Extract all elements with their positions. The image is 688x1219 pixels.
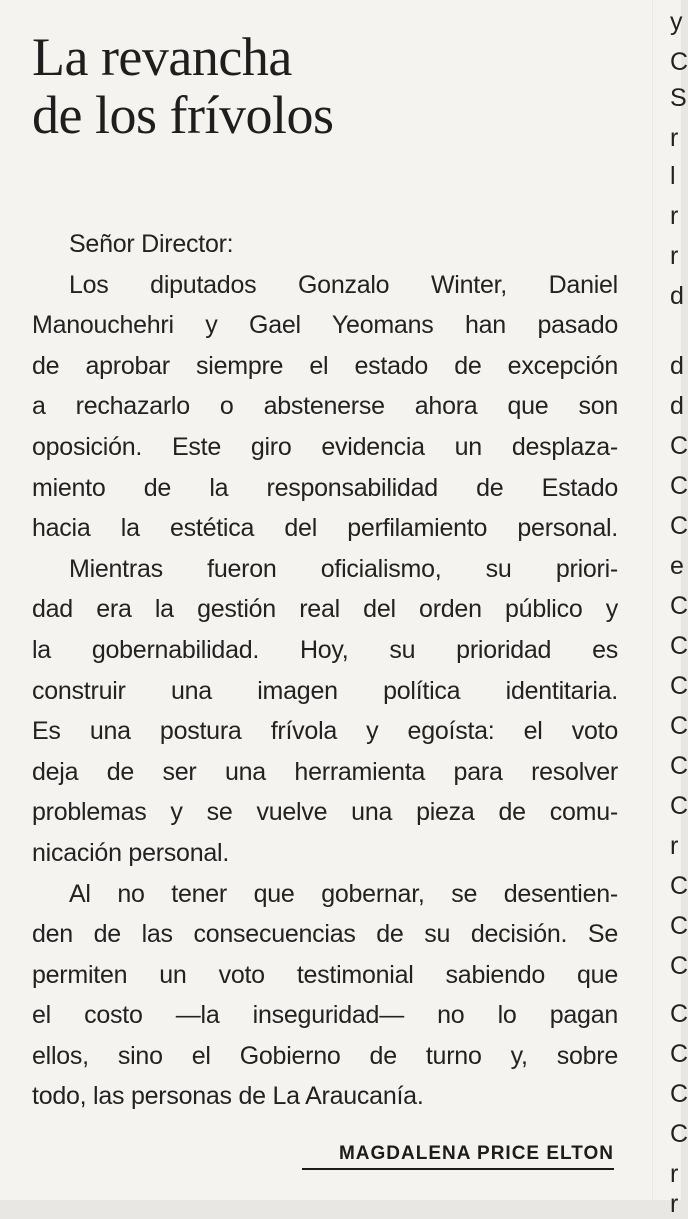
body-line: Mientras fueron oficialismo, su priori- [69,554,618,583]
adjacent-column-fragment: C [670,872,688,900]
body-line: den de las consecuencias de su decisión. Se [32,920,618,949]
adjacent-column-fragment: r [670,124,679,152]
headline [32,28,618,144]
body-line: de aprobar siempre el estado de excepción [32,351,618,380]
body-line: ellos, sino el Gobierno de turno y, sobre [32,1041,618,1070]
adjacent-column-fragment: e [670,552,684,580]
body-line: problemas y se vuelve una pieza de comu- [32,798,618,827]
column-divider [652,0,653,1200]
adjacent-column-fragment: d [670,352,684,380]
body-line: todo, las personas de La Araucanía. [32,1082,424,1111]
adjacent-column-fragment: C [670,1120,688,1148]
body-line: miento de la responsabilidad de Estado [32,473,618,502]
letter-body [32,224,618,1117]
author-signature: MAGDALENA PRICE ELTON [302,1142,614,1170]
adjacent-column-fragment: C [670,472,688,500]
body-line: dad era la gestión real del orden público y [32,595,618,624]
body-line: el costo —la inseguridad— no lo pagan [32,1001,618,1030]
adjacent-column-fragment: C [670,632,688,660]
adjacent-column-fragment: C [670,1000,688,1028]
body-line: permiten un voto testimonial sabiendo que [32,960,618,989]
adjacent-column-fragment: d [670,392,684,420]
letter-column [32,28,618,144]
adjacent-column-fragment: C [670,752,688,780]
body-line: nicación personal. [32,838,230,867]
adjacent-column-fragment: l [670,162,676,190]
adjacent-column-fragment: S [670,84,687,112]
adjacent-column-fragment: C [670,592,688,620]
adjacent-column-fragment: C [670,1040,688,1068]
adjacent-column-fragment: r [670,202,679,230]
adjacent-column-fragment: C [670,952,688,980]
adjacent-column-fragment: C [670,712,688,740]
adjacent-column-fragment: r [670,1160,679,1188]
adjacent-column-fragment: C [670,792,688,820]
adjacent-column-fragment: C [670,1080,688,1108]
body-line: hacia la estética del perfilamiento personal. [32,514,618,543]
headline-line-2: de los frívolos [32,85,334,145]
headline-line-1: La revancha [32,27,292,87]
adjacent-column-fragment: r [670,242,679,270]
body-line: Al no tener que gobernar, se desentien- [69,879,618,908]
body-line: la gobernabilidad. Hoy, su prioridad es [32,635,618,664]
body-line: oposición. Este giro evidencia un desplaza- [32,432,618,461]
adjacent-column-fragment: d [670,282,684,310]
adjacent-column-fragment: r [670,832,679,860]
body-line: deja de ser una herramienta para resolver [32,757,618,786]
adjacent-column-fragment: C [670,432,688,460]
adjacent-column-fragment: C [670,512,688,540]
adjacent-column-fragment: y [670,8,683,36]
adjacent-column-fragment: C [670,912,688,940]
body-line: construir una imagen política identitaria. [32,676,618,705]
body-line: a rechazarlo o abstenerse ahora que son [32,392,618,421]
adjacent-column-fragment: r [670,1190,679,1218]
body-line: Los diputados Gonzalo Winter, Daniel [69,270,618,299]
adjacent-column-fragment: C [670,672,688,700]
salutation: Señor Director: [69,230,234,258]
body-line: Manouchehri y Gael Yeomans han pasado [32,311,618,340]
adjacent-column-cropped [654,0,688,1218]
body-line: Es una postura frívola y egoísta: el voto [32,717,618,746]
adjacent-column-fragment: C [670,48,688,76]
